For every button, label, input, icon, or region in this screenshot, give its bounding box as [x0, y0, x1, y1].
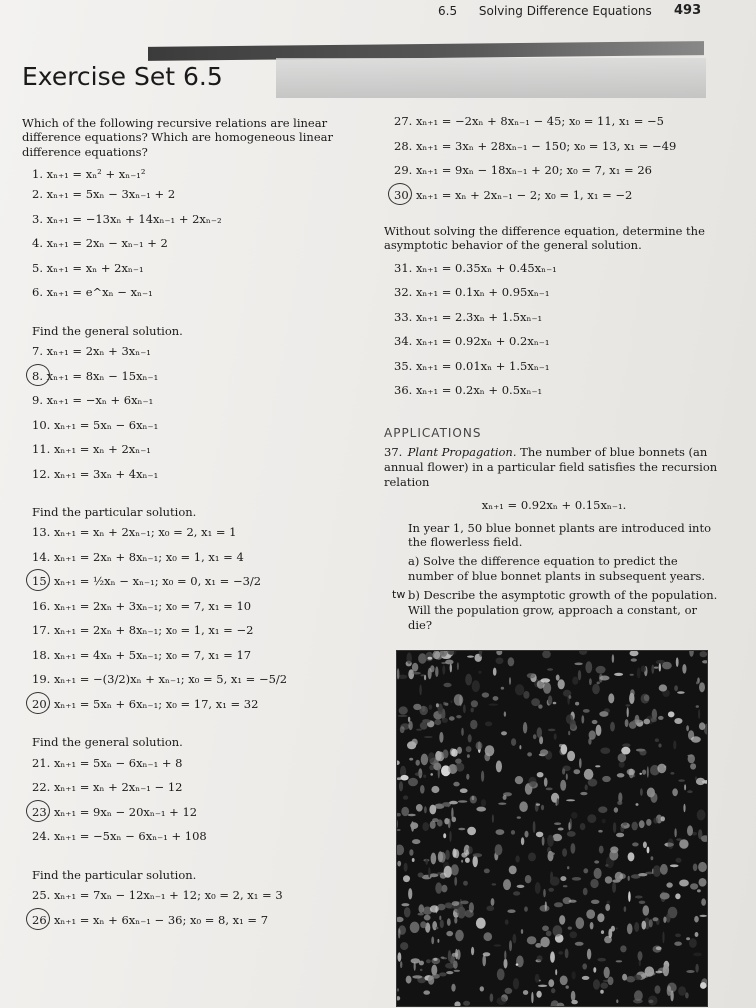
handdrawn-circle — [388, 183, 412, 205]
heading-general-solution-2: Find the general solution. — [32, 735, 183, 750]
exercise-37-part-b-text: b) Describe the asymptotic growth of the population. Will the population grow, approach a constant, or die? — [408, 588, 718, 633]
exercise-26 — [22, 913, 342, 938]
section-number: 6.5 — [438, 4, 458, 18]
exercise-37-number: 37. — [384, 444, 403, 459]
tw-marker: tw — [392, 588, 406, 602]
exercise-30 — [384, 188, 724, 213]
exercise-set-title: Exercise Set 6.5 — [22, 62, 223, 91]
exercise-group-4 — [22, 756, 342, 854]
title-banner-graphic — [276, 58, 706, 98]
handdrawn-circle — [26, 800, 50, 822]
exercise-4: 4. xₙ₊₁ = 2xₙ − xₙ₋₁ + 2 — [32, 236, 168, 251]
exercise-25: 25. xₙ₊₁ = 7xₙ − 12xₙ₋₁ + 12; x₀ = 2, x₁ = 3 — [32, 888, 283, 903]
exercise-16: 16. xₙ₊₁ = 2xₙ + 3xₙ₋₁; x₀ = 7, x₁ = 10 — [32, 598, 252, 613]
exercise-8 — [22, 369, 342, 394]
exercise-26-text: 26. xₙ₊₁ = xₙ + 6xₙ₋₁ − 36; x₀ = 8, x₁ = 7 — [32, 912, 269, 927]
exercise-28: 28. xₙ₊₁ = 3xₙ + 28xₙ₋₁ − 150; x₀ = 13, x₁ = −49 — [394, 138, 677, 153]
right-column — [384, 114, 724, 633]
exercise-35: 35. xₙ₊₁ = 0.01xₙ + 1.5xₙ₋₁ — [394, 358, 550, 373]
exercise-23-text: 23. xₙ₊₁ = 9xₙ − 20xₙ₋₁ + 12 — [32, 804, 198, 819]
exercise-37-setup: In year 1, 50 blue bonnet plants are introduced into the flowerless field. — [408, 520, 712, 550]
handdrawn-circle — [26, 692, 50, 714]
exercise-1: 1. xₙ₊₁ = xₙ² + xₙ₋₁² — [32, 167, 146, 182]
exercise-9: 9. xₙ₊₁ = −xₙ + 6xₙ₋₁ — [32, 393, 154, 407]
running-header — [438, 3, 702, 18]
exercise-20-text: 20. xₙ₊₁ = 5xₙ + 6xₙ₋₁; x₀ = 17, x₁ = 32 — [32, 696, 259, 711]
exercise-30-text: 30. xₙ₊₁ = xₙ + 2xₙ₋₁ − 2; x₀ = 1, x₁ = −2 — [394, 187, 633, 202]
exercise-14: 14. xₙ₊₁ = 2xₙ + 8xₙ₋₁; x₀ = 1, x₁ = 4 — [32, 549, 244, 564]
exercise-group-2 — [22, 344, 342, 491]
exercise-37-text: The number of blue bonnets (an annual flower) in a particular field satisfies the recursion relation — [384, 444, 718, 489]
section-title: Solving Difference Equations — [478, 4, 652, 18]
page-number: 493 — [674, 3, 702, 18]
exercise-36: 36. xₙ₊₁ = 0.2xₙ + 0.5xₙ₋₁ — [394, 383, 543, 398]
recursion-formula: xₙ₊₁ = 0.92xₙ + 0.15xₙ₋₁. — [481, 497, 627, 512]
exercise-22: 22. xₙ₊₁ = xₙ + 2xₙ₋₁ − 12 — [32, 780, 183, 795]
exercise-group-7 — [384, 261, 724, 408]
exercise-27: 27. xₙ₊₁ = −2xₙ + 8xₙ₋₁ − 45; x₀ = 11, x₁ = −5 — [394, 114, 664, 128]
exercise-29: 29. xₙ₊₁ = 9xₙ − 18xₙ₋₁ + 20; x₀ = 7, x₁ = 26 — [394, 163, 652, 177]
exercise-37 — [384, 445, 724, 633]
bluebonnet-photo — [396, 650, 708, 1007]
applications-heading: APPLICATIONS — [384, 425, 482, 440]
exercise-17: 17. xₙ₊₁ = 2xₙ + 8xₙ₋₁; x₀ = 1, x₁ = −2 — [32, 623, 254, 638]
handdrawn-circle — [26, 364, 50, 386]
bluebonnet-photo-graphic — [397, 651, 707, 1006]
exercise-24: 24. xₙ₊₁ = −5xₙ − 6xₙ₋₁ + 108 — [32, 829, 207, 844]
exercise-8-text: 8. xₙ₊₁ = 8xₙ − 15xₙ₋₁ — [32, 368, 159, 383]
exercise-10: 10. xₙ₊₁ = 5xₙ − 6xₙ₋₁ — [32, 417, 159, 432]
exercise-32: 32. xₙ₊₁ = 0.1xₙ + 0.95xₙ₋₁ — [394, 285, 550, 300]
exercise-18: 18. xₙ₊₁ = 4xₙ + 5xₙ₋₁; x₀ = 7, x₁ = 17 — [32, 647, 252, 662]
exercise-12: 12. xₙ₊₁ = 3xₙ + 4xₙ₋₁ — [32, 466, 159, 481]
exercise-6: 6. xₙ₊₁ = e^xₙ − xₙ₋₁ — [32, 285, 153, 300]
handdrawn-circle — [26, 908, 50, 930]
exercise-33: 33. xₙ₊₁ = 2.3xₙ + 1.5xₙ₋₁ — [394, 309, 543, 324]
exercise-5: 5. xₙ₊₁ = xₙ + 2xₙ₋₁ — [32, 260, 144, 275]
heading-general-solution: Find the general solution. — [32, 323, 183, 338]
exercise-group-1 — [22, 167, 342, 310]
exercise-group-5 — [22, 888, 342, 937]
exercise-3: 3. xₙ₊₁ = −13xₙ + 14xₙ₋₁ + 2xₙ₋₂ — [32, 211, 222, 226]
exercise-37-part-a: a) Solve the difference equation to predict the number of blue bonnet plants in subsequent years. — [408, 554, 706, 584]
exercise-11: 11. xₙ₊₁ = xₙ + 2xₙ₋₁ — [32, 442, 151, 456]
exercise-15-text: 15. xₙ₊₁ = ½xₙ − xₙ₋₁; x₀ = 0, x₁ = −3/2 — [32, 574, 262, 589]
heading-particular-solution-2: Find the particular solution. — [32, 867, 197, 882]
exercise-group-3 — [22, 525, 342, 721]
exercise-13: 13. xₙ₊₁ = xₙ + 2xₙ₋₁; x₀ = 2, x₁ = 1 — [32, 525, 237, 540]
heading-particular-solution: Find the particular solution. — [32, 505, 197, 519]
exercise-7: 7. xₙ₊₁ = 2xₙ + 3xₙ₋₁ — [32, 344, 151, 358]
exercise-37-title: Plant Propagation. — [407, 444, 517, 459]
exercise-23 — [22, 805, 342, 830]
exercise-37-part-b — [384, 588, 724, 633]
exercise-21: 21. xₙ₊₁ = 5xₙ − 6xₙ₋₁ + 8 — [32, 755, 183, 770]
exercise-15 — [22, 574, 342, 599]
intro-question: Which of the following recursive relations are linear difference equations? Which are homogeneous linear difference equations? — [22, 116, 333, 159]
exercise-20 — [22, 697, 342, 722]
left-column — [22, 116, 342, 937]
exercise-group-6 — [384, 114, 724, 212]
exercise-34: 34. xₙ₊₁ = 0.92xₙ + 0.2xₙ₋₁ — [394, 334, 550, 349]
exercise-31: 31. xₙ₊₁ = 0.35xₙ + 0.45xₙ₋₁ — [394, 260, 557, 275]
exercise-2: 2. xₙ₊₁ = 5xₙ − 3xₙ₋₁ + 2 — [32, 187, 176, 202]
exercise-19: 19. xₙ₊₁ = −(3/2)xₙ + xₙ₋₁; x₀ = 5, x₁ = −5/2 — [32, 672, 288, 687]
asymptotic-instructions: Without solving the difference equation, determine the asymptotic behavior of the general solution. — [384, 224, 705, 253]
